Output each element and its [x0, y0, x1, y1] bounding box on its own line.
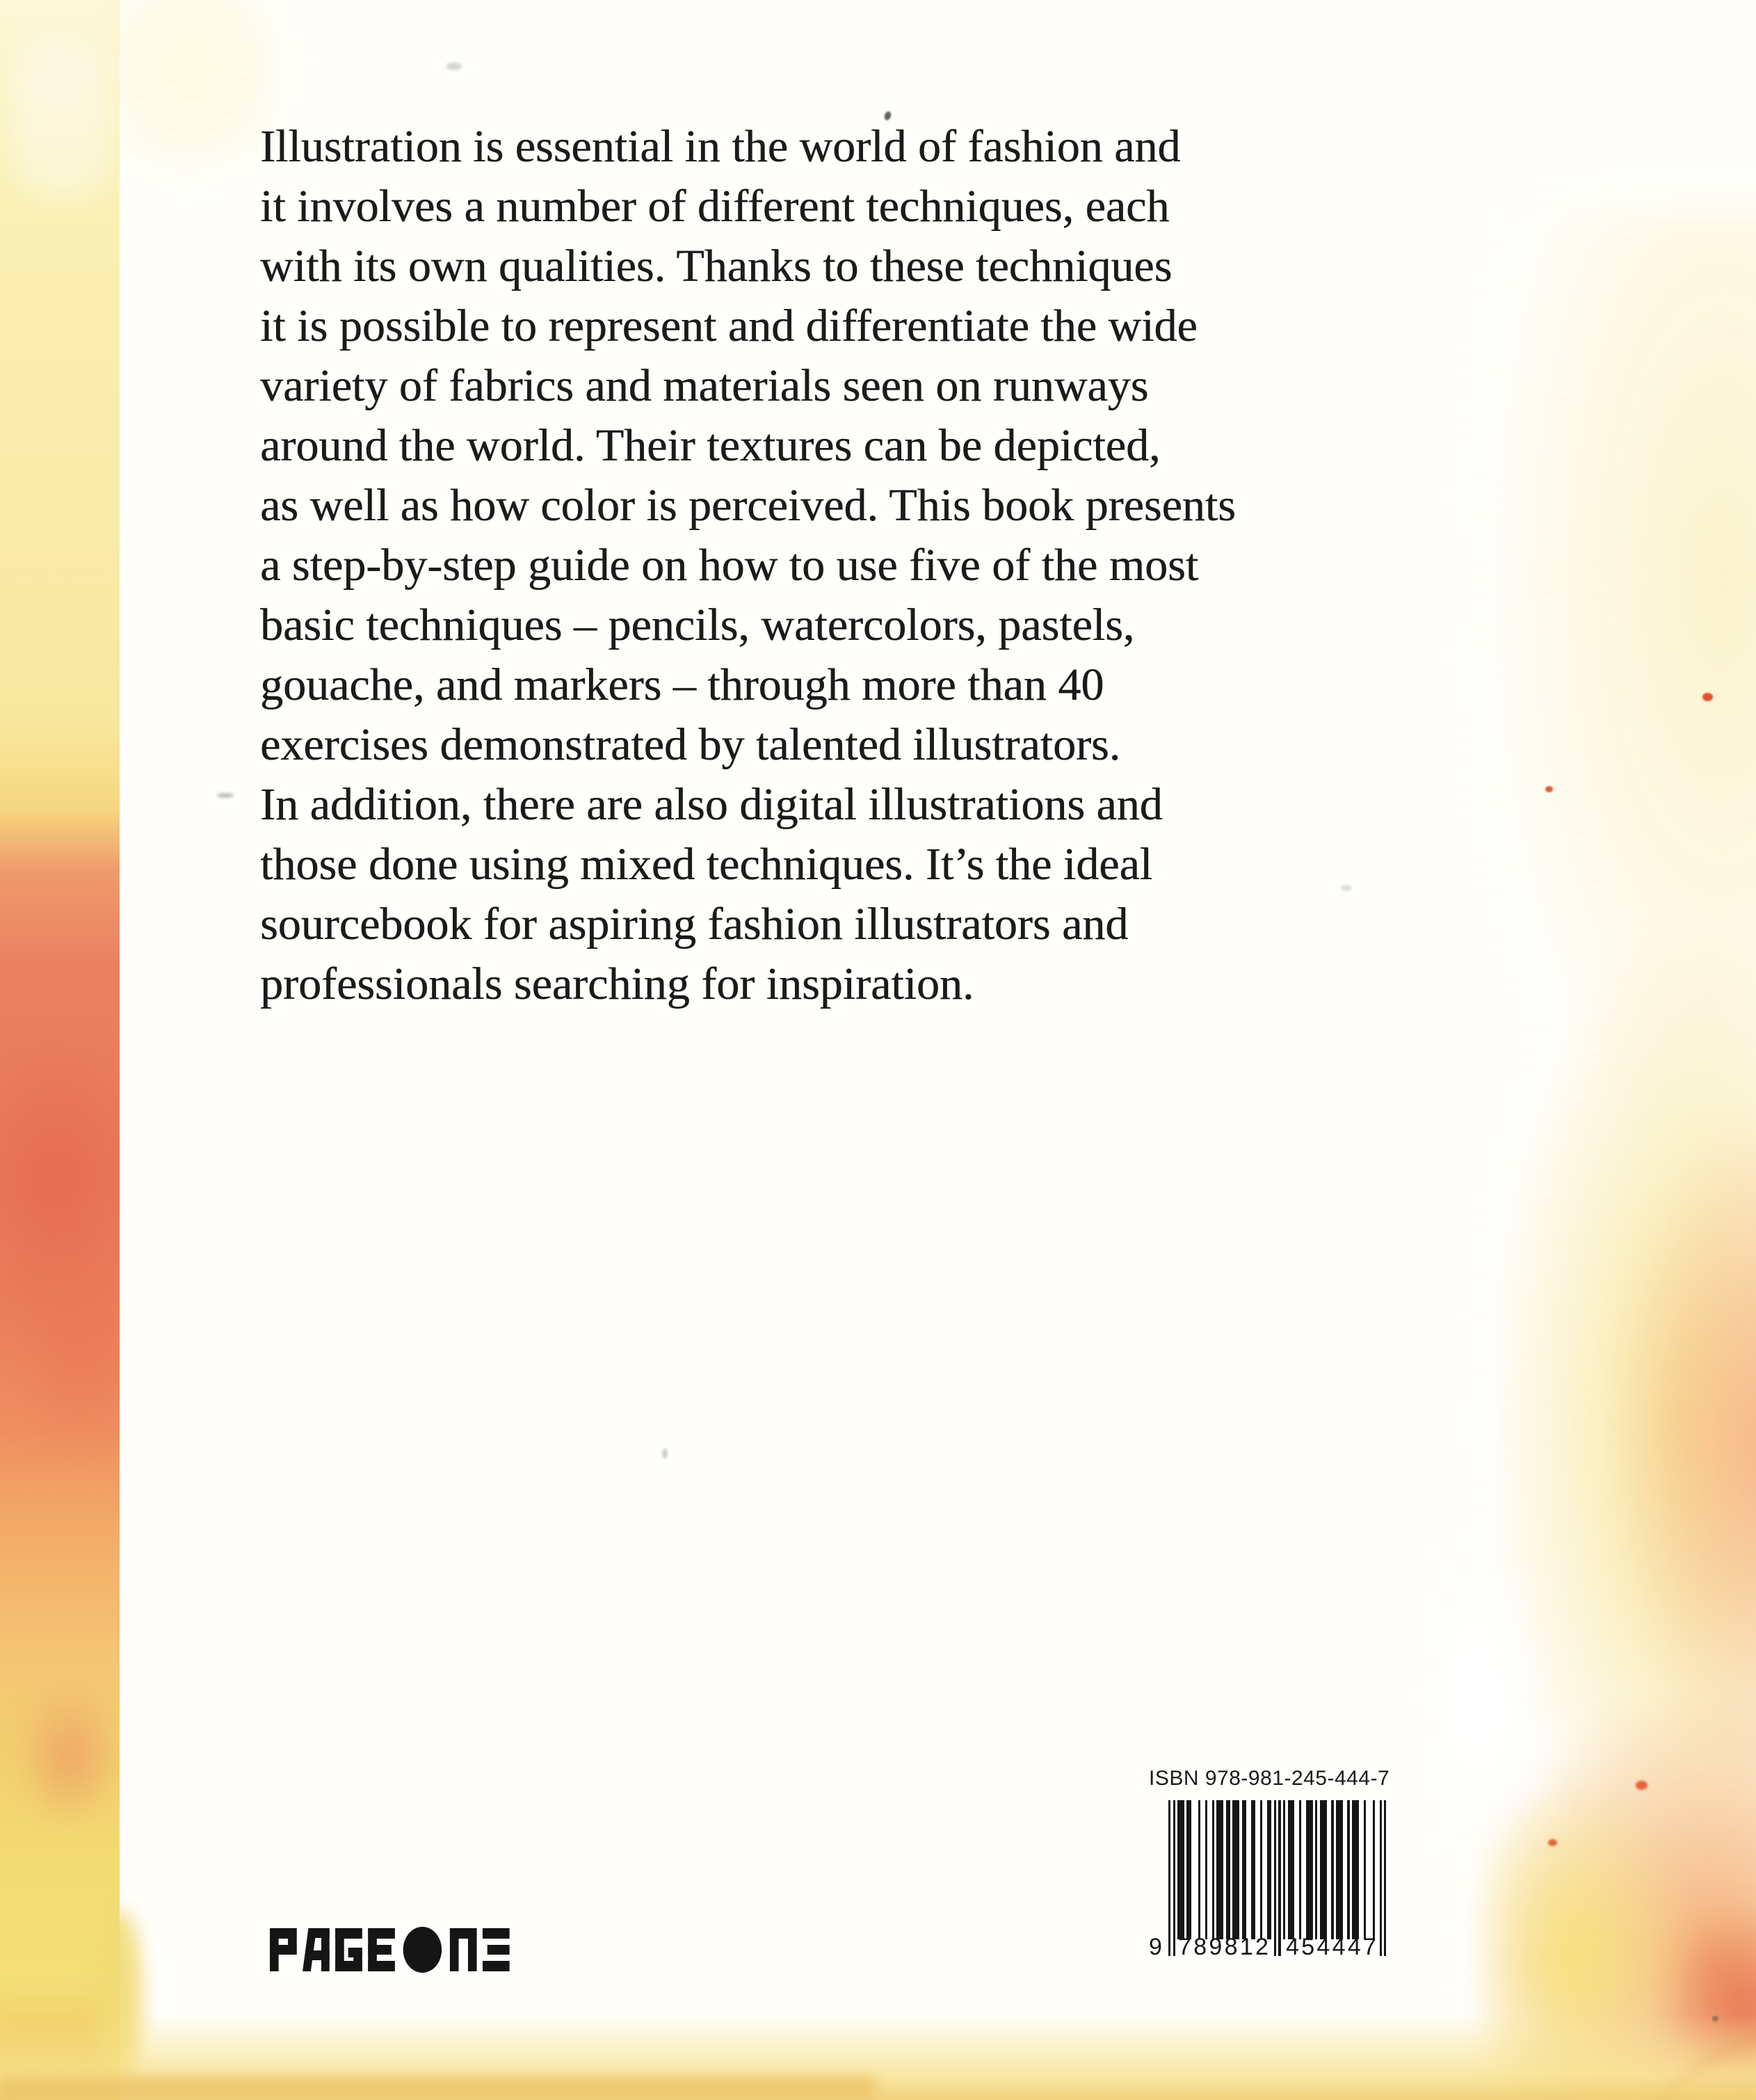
wash-right-white-notch [1433, 1544, 1544, 1850]
body-text-line: with its own qualities. Thanks to these techniques [260, 241, 1173, 291]
barcode-bar [1336, 1800, 1343, 1939]
barcode-bar [1177, 1800, 1184, 1939]
logo-letter-n [450, 1928, 477, 1971]
body-text-line: Illustration is essential in the world of fashion and [260, 121, 1181, 172]
scan-speck [1712, 2016, 1718, 2021]
body-text-line: it involves a number of different techniques, each [260, 181, 1170, 232]
barcode-bar [1306, 1800, 1313, 1939]
paint-dot [1636, 1781, 1648, 1790]
barcode-bar [1274, 1800, 1276, 1956]
barcode-bar [1232, 1800, 1239, 1939]
body-text-line: around the world. Their textures can be depicted, [260, 420, 1161, 471]
body-text-line: those done using mixed techniques. It’s the ideal [260, 839, 1153, 890]
body-text-line: gouache, and markers – through more than 40 [260, 659, 1104, 710]
barcode-bar [1278, 1800, 1280, 1956]
body-text [260, 117, 1442, 1014]
barcode-bar [1288, 1800, 1295, 1939]
wash-left-highlight [13, 38, 113, 198]
body-text-line: professionals searching for inspiration. [260, 959, 974, 1009]
barcode-bar [1347, 1800, 1349, 1939]
barcode-bar [1267, 1800, 1272, 1939]
barcode-bar [1384, 1800, 1386, 1956]
body-text-line: it is possible to represent and differentiate the wide [260, 300, 1198, 351]
body-text-line: a step-by-step guide on how to use five of the most [260, 540, 1199, 591]
page-one-logo-graphic [270, 1927, 512, 1973]
body-text-line: exercises demonstrated by talented illustrators. [260, 719, 1121, 770]
scan-speck [217, 793, 234, 798]
paint-dot [1545, 786, 1553, 792]
barcode-bar [1299, 1800, 1301, 1939]
wash-right-salmon-edge [1610, 1113, 1756, 1774]
barcode-bar [1364, 1800, 1366, 1939]
barcode-bar [1283, 1800, 1285, 1939]
body-text-line: sourcebook for aspiring fashion illustrators and [260, 899, 1129, 949]
barcode-bar [1216, 1800, 1223, 1939]
logo-letter-g [335, 1928, 362, 1971]
barcode-bar [1352, 1800, 1359, 1939]
logo-letter-e [368, 1928, 395, 1971]
barcode-bar [1226, 1800, 1231, 1939]
logo-letter-e2 [483, 1928, 510, 1971]
barcode-bar [1373, 1800, 1375, 1939]
publisher-logo [270, 1927, 512, 1973]
barcode-bar [1251, 1800, 1256, 1939]
barcode-bar [1212, 1800, 1214, 1939]
isbn-label: ISBN 978-981-245-444-7 [1149, 1767, 1390, 1790]
barcode-digit-group-left: 7 8 9 8 1 2 [1178, 1934, 1268, 1960]
watercolor-wash-left [0, 0, 120, 2100]
wash-top-left-corner [110, 0, 270, 160]
barcode-bar [1205, 1800, 1207, 1939]
body-text-line: In addition, there are also digital illustrations and [260, 779, 1163, 830]
barcode-bar [1315, 1800, 1317, 1939]
paint-dot [1702, 693, 1713, 701]
barcode-bar [1380, 1800, 1382, 1956]
barcode-bar [1168, 1800, 1170, 1956]
isbn-barcode [1168, 1800, 1387, 1956]
barcode-bar [1198, 1800, 1200, 1939]
scan-speck [446, 63, 462, 70]
wash-left-salmon-patch [17, 1683, 120, 1829]
wash-bottom-strip-deep [0, 2076, 876, 2100]
body-text-line: as well as how color is perceived. This book presents [260, 480, 1236, 531]
barcode-bar [1331, 1800, 1333, 1939]
scan-speck [662, 1448, 668, 1459]
barcode-digit-group-right: 4 5 4 4 4 7 [1286, 1934, 1376, 1960]
body-text-line: variety of fabrics and materials seen on runways [260, 360, 1149, 411]
logo-letter-p [270, 1928, 297, 1971]
barcode-digit-leading: 9 [1149, 1934, 1162, 1960]
paint-dot [1548, 1839, 1557, 1846]
body-text-line: basic techniques – pencils, watercolors, pastels, [260, 600, 1135, 650]
barcode-bar [1260, 1800, 1262, 1939]
barcode-bar [1173, 1800, 1175, 1956]
barcode-digits [1149, 1934, 1387, 1962]
watercolor-wash-right [1460, 0, 1756, 2100]
barcode-bar [1242, 1800, 1247, 1939]
logo-letter-o-circle [403, 1927, 442, 1973]
barcode-bar [1320, 1800, 1327, 1939]
barcode-bar [1186, 1800, 1191, 1939]
logo-letter-a [303, 1928, 330, 1971]
